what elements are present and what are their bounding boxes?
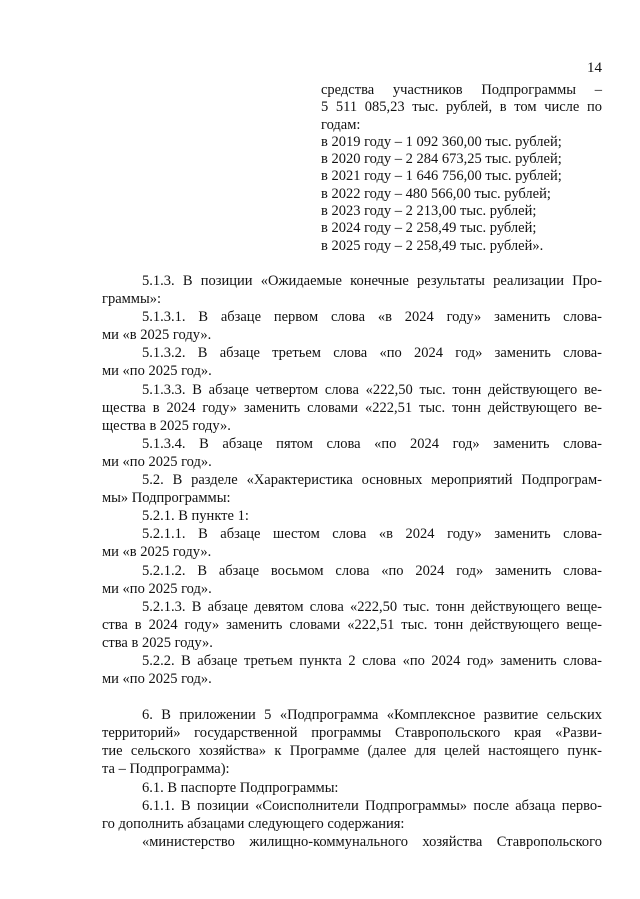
funding-line: в 2019 году – 1 092 360,00 тыс. рублей; (321, 133, 562, 150)
section-gap (122, 688, 602, 706)
paragraph-6 (102, 706, 602, 778)
paragraph-line: щества в 2024 году» заменить словами «222,51 тыс. тонн действующего ве- (102, 399, 602, 416)
paragraph-line: ми «по 2025 год». (102, 363, 212, 380)
paragraph-line: щества в 2025 году». (102, 417, 231, 434)
paragraph-5-2-1-2 (102, 562, 602, 598)
paragraph-line: 5.1.3.1. В абзаце первом слова «в 2024 году» заменить слова- (142, 309, 602, 326)
paragraph-line: тие сельского хозяйства» к Программе (далее для целей настоящего пунк- (102, 743, 602, 760)
paragraph-line: 5.1.3.4. В абзаце пятом слова «по 2024 год» заменить слова- (142, 435, 602, 452)
paragraph-line: граммы»: (102, 291, 162, 308)
paragraph-6-1 (122, 779, 602, 797)
funding-line: средства участников Подпрограммы – (321, 82, 602, 98)
paragraph-6-1-1 (102, 797, 602, 833)
paragraph-quote-start (122, 833, 602, 851)
funding-line: в 2022 году – 480 566,00 тыс. рублей; (321, 185, 551, 202)
paragraph-line: 5.2. В разделе «Характеристика основных мероприятий Подпрограм- (142, 472, 602, 489)
paragraph-line: ства в 2024 году» заменить словами «222,51 тыс. тонн действующего веще- (102, 616, 602, 633)
funding-block (321, 82, 602, 255)
paragraph-line: 5.1.3. В позиции «Ожидаемые конечные результаты реализации Про- (142, 273, 602, 289)
paragraph-line: ми «в 2025 году». (102, 544, 212, 561)
paragraph-5-1-3-3 (102, 381, 602, 435)
paragraph-line: 5.2.1.3. В абзаце девятом слова «222,50 тыс. тонн действующего веще- (142, 598, 602, 615)
funding-line: 5 511 085,23 тыс. рублей, в том числе по (321, 99, 602, 116)
paragraph-5-1-3 (102, 272, 602, 308)
funding-line: годам: (321, 116, 361, 133)
paragraph-line: ми «в 2025 году». (102, 327, 212, 344)
funding-line: в 2025 году – 2 258,49 тыс. рублей». (321, 237, 544, 254)
paragraph-line: 5.1.3.3. В абзаце четвертом слова «222,50 тыс. тонн действующего ве- (142, 381, 602, 398)
paragraph-5-2-1-1 (102, 525, 602, 561)
paragraph-line: 6.1.1. В позиции «Соисполнители Подпрограммы» после абзаца перво- (142, 797, 602, 814)
paragraph-line: ства в 2025 году». (102, 634, 213, 651)
paragraph-line: «министерство жилищно-коммунального хозяйства Ставропольского (142, 833, 602, 850)
paragraph-5-1-3-2 (102, 344, 602, 380)
paragraph-line: мы» Подпрограммы: (102, 490, 231, 507)
paragraph-5-1-3-4 (102, 435, 602, 471)
paragraph-line: ми «по 2025 год». (102, 580, 212, 597)
document-body (102, 272, 602, 851)
funding-line: в 2020 году – 2 284 673,25 тыс. рублей; (321, 151, 562, 168)
paragraph-line: го дополнить абзацами следующего содержания: (102, 815, 405, 832)
paragraph-line: 5.2.2. В абзаце третьем пункта 2 слова «по 2024 год» заменить слова- (142, 652, 602, 669)
paragraph-line: ми «по 2025 год». (102, 453, 212, 470)
paragraph-line: ми «по 2025 год». (102, 671, 212, 688)
paragraph-line: 5.2.1. В пункте 1: (142, 508, 249, 525)
funding-line: в 2023 году – 2 213,00 тыс. рублей; (321, 203, 537, 220)
paragraph-line: та – Подпрограмма): (102, 761, 230, 778)
paragraph-line: 5.1.3.2. В абзаце третьем слова «по 2024 год» заменить слова- (142, 345, 602, 362)
paragraph-line: 5.2.1.1. В абзаце шестом слова «в 2024 году» заменить слова- (142, 526, 602, 543)
paragraph-line: 6. В приложении 5 «Подпрограмма «Комплексное развитие сельских (142, 707, 602, 724)
paragraph-5-1-3-1 (102, 308, 602, 344)
funding-line: в 2021 году – 1 646 756,00 тыс. рублей; (321, 168, 562, 185)
paragraph-5-2-1-3 (102, 598, 602, 652)
paragraph-5-2 (102, 471, 602, 507)
page-number: 14 (587, 60, 602, 76)
funding-line: в 2024 году – 2 258,49 тыс. рублей; (321, 220, 537, 237)
paragraph-line: территорий» государственной программы Ставропольского края «Разви- (102, 725, 602, 742)
paragraph-5-2-2 (102, 652, 602, 688)
paragraph-line: 5.2.1.2. В абзаце восьмом слова «по 2024 год» заменить слова- (142, 562, 602, 579)
paragraph-line: 6.1. В паспорте Подпрограммы: (142, 779, 339, 796)
paragraph-5-2-1 (122, 507, 602, 525)
